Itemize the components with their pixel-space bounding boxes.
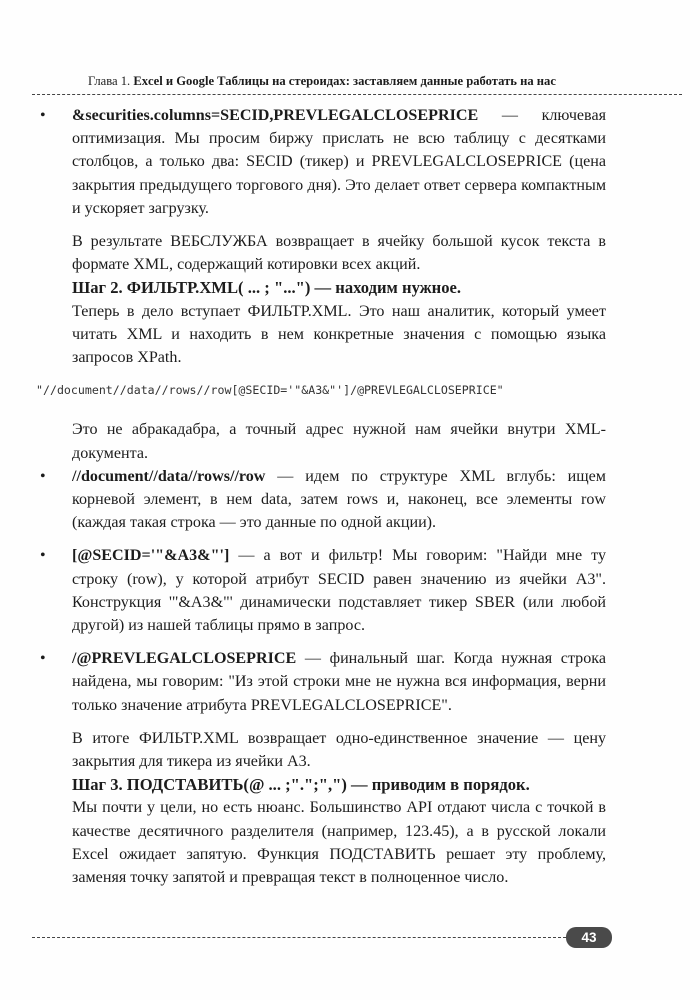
bullet-term: /@PREVLEGALCLOSEPRICE <box>72 650 297 668</box>
step-heading-3: Шаг 3. ПОДСТАВИТЬ(@ ... ;".";",") — приводим в порядок. <box>72 775 530 795</box>
step-heading-2: Шаг 2. ФИЛЬТР.XML( ... ; "...") — находим нужное. <box>72 278 462 298</box>
chapter-title: Excel и Google Таблицы на стероидах: заставляем данные работать на нас <box>133 74 556 88</box>
chapter-label: Глава 1. <box>88 74 131 88</box>
page-number-badge: 43 <box>566 927 612 948</box>
header-rule <box>32 94 682 95</box>
footer-rule <box>32 937 566 938</box>
bullet-text: — а вот и фильтр! Мы говорим: "Найди мне ту строку (row), у которой атрибут SECID равен значению из ячейки A3". Конструкция '"&A3&"' динамически подставляет тикер SBER (или любой другой) из нашей таблицы прямо в запрос. <box>72 547 606 635</box>
bullet-term: &securities.columns=SECID,PREVLEGALCLOSEPRICE <box>72 107 479 124</box>
bullet-term: //document//data//rows//row <box>72 467 266 485</box>
running-header <box>88 74 648 89</box>
paragraph: В итоге ФИЛЬТР.XML возвращает одно-единственное значение — цену закрытия для тикера из ячейки A3. <box>72 729 606 771</box>
bullet-item-columns <box>40 104 606 220</box>
paragraph: Мы почти у цели, но есть нюанс. Большинство API отдают числа с точкой в качестве десятичного разделителя (например, 123.45), а в русской локали Excel ожидает запятую. Функция ПОДСТАВИТЬ решает эту проблему, заменяя точку запятой и превращая текст в полноценное число. <box>72 799 606 887</box>
bullet-text: — финальный шаг. Когда нужная строка найдена, мы говорим: "Из этой строки мне не нужна вся информация, верни только значение атрибута PREVLEGALCLOSEPRICE". <box>72 650 606 714</box>
xpath-code: "//document//data//rows//row[@SECID='"&A3&"']/@PREVLEGALCLOSEPRICE" <box>36 383 504 398</box>
bullet-icon: • <box>40 107 46 124</box>
bullet-item-path <box>40 465 606 535</box>
bullet-item-attribute <box>40 647 606 717</box>
bullet-text: — идем по структуре XML вглубь: ищем корневой элемент, в нем data, затем rows и, наконец, все элементы row (каждая такая строка — это данные по одной акции). <box>72 467 606 532</box>
bullet-icon: • <box>40 650 46 668</box>
bullet-icon: • <box>40 467 46 485</box>
paragraph: Теперь в дело вступает ФИЛЬТР.XML. Это наш аналитик, который умеет читать XML и находить в нем конкретные значения с помощью языка запросов XPath. <box>72 302 606 367</box>
paragraph: В результате ВЕБСЛУЖБА возвращает в ячейку большой кусок текста в формате XML, содержащий котировки всех акций. <box>72 233 606 274</box>
bullet-icon: • <box>40 547 46 565</box>
page-body <box>36 104 606 889</box>
bullet-text: — ключевая оптимизация. Мы просим биржу прислать не всю таблицу с десятками столбцов, а только два: SECID (тикер) и PREVLEGALCLOSEPRICE (цена закрытия предыдущего торгового дня). Это делает ответ сервера компактным и ускоряет загрузку. <box>72 107 606 217</box>
paragraph: Это не абракадабра, а точный адрес нужной нам ячейки внутри XML-документа. <box>72 421 606 462</box>
bullet-term: [@SECID='"&A3&"'] <box>72 547 230 565</box>
bullet-item-filter <box>40 544 606 637</box>
